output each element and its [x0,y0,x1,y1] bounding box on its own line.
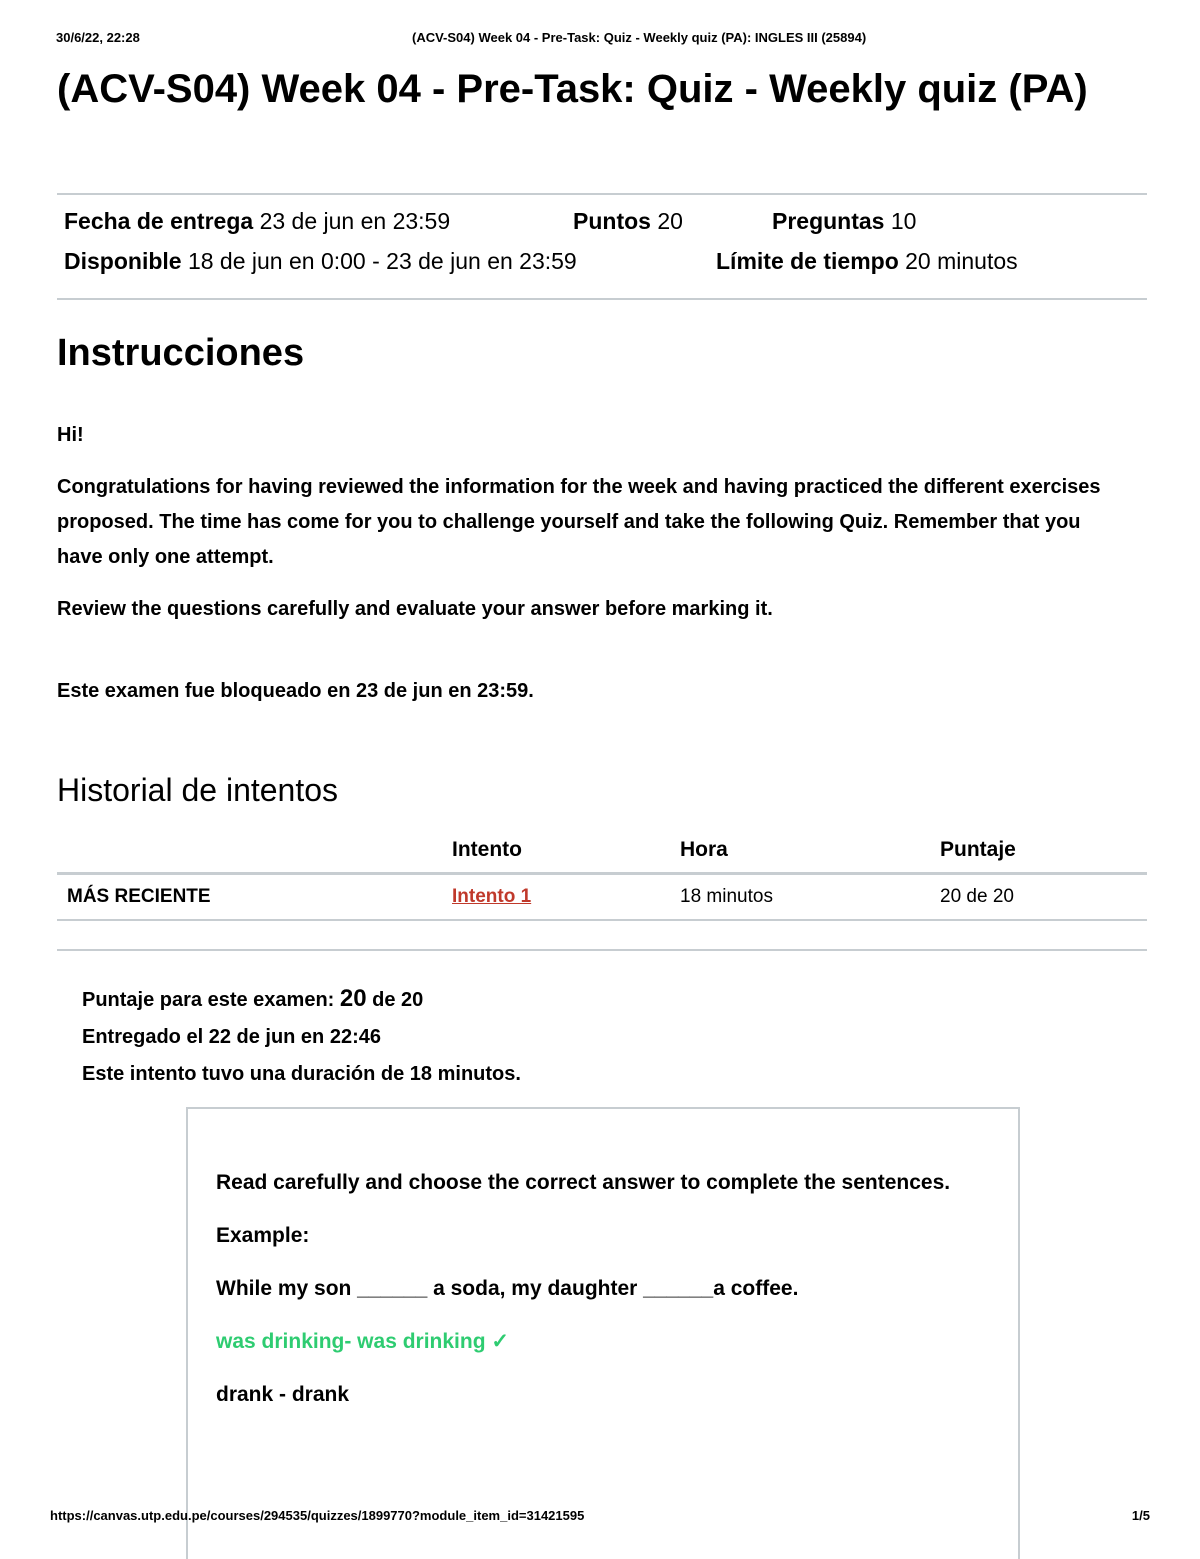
footer-url: https://canvas.utp.edu.pe/courses/294535/quizzes/1899770?module_item_id=31421595 [50,1508,585,1523]
example-sentence: While my son ______ a soda, my daughter ______a coffee. [216,1277,799,1300]
question-prompt: Read carefully and choose the correct answer to complete the sentences. [216,1171,951,1194]
attempt-score: 20 de 20 [930,874,1147,921]
greeting-text: Hi! [57,424,84,446]
available [64,248,577,275]
attempt-label: MÁS RECIENTE [57,874,442,921]
attempt-time: 18 minutos [670,874,930,921]
correct-option-text: was drinking- was drinking [216,1330,486,1353]
column-header-score: Puntaje [930,828,1147,874]
instructions-text: Congratulations for having reviewed the information for the week and having practiced the different exercises proposed. The time has come for you to challenge yourself and take the following Quiz. Remember that you have only [57,476,1101,568]
time-limit-label: Límite de tiempo [716,248,899,274]
score-suffix: de 20 [366,989,424,1011]
attempts-header-row [57,828,1147,874]
column-header-attempt: Intento [442,828,670,874]
locked-text: Este examen fue bloqueado en 23 de jun en 23:59. [57,680,534,702]
print-doc-title: (ACV-S04) Week 04 - Pre-Task: Quiz - Weekly quiz (PA): INGLES III (25894) [412,30,867,45]
points-value: 20 [657,208,683,234]
attempts-table [57,828,1147,921]
question-card [186,1107,1020,1559]
divider [57,298,1147,300]
attempt-summary [82,980,521,1093]
divider [57,949,1147,951]
instructions-title: Instrucciones [57,332,305,374]
duration-line: Este intento tuvo una duración de 18 minutos. [82,1063,521,1085]
questions-label: Preguntas [772,208,885,234]
instructions-end: . [268,546,274,568]
example-label: Example: [216,1224,310,1247]
due-label: Fecha de entrega [64,208,254,234]
points-label: Puntos [573,208,651,234]
due-date [64,208,450,235]
column-header-time: Hora [670,828,930,874]
points [573,208,683,235]
divider [57,193,1147,195]
table-row [57,874,1147,921]
print-footer [50,1508,1150,1523]
page-number: 1/5 [1131,1508,1150,1523]
score-prefix: Puntaje para este examen: [82,989,340,1011]
submitted-line: Entregado el 22 de jun en 22:46 [82,1026,381,1048]
time-limit-value: 20 minutos [905,248,1018,274]
answer-option[interactable]: drank - drank [216,1383,350,1406]
available-label: Disponible [64,248,182,274]
answer-option-correct[interactable] [216,1324,976,1359]
attempt-link-cell [442,874,670,921]
history-title: Historial de intentos [57,772,339,808]
quiz-content [57,60,1147,118]
quiz-meta [64,208,1147,288]
checkmark-icon: ✓ [491,1330,509,1353]
attempt-link[interactable]: Intento 1 [452,886,532,907]
review-text: Review the questions carefully and evaluate your answer before marking it. [57,598,773,620]
question-body [216,1165,976,1412]
questions-value: 10 [890,208,917,234]
available-value: 18 de jun en 0:00 - 23 de jun en 23:59 [187,248,577,274]
due-value: 23 de jun en 23:59 [259,208,451,234]
questions [772,208,916,235]
print-date: 30/6/22, 22:28 [56,30,140,45]
instructions-bold: one attempt [154,546,269,568]
instructions-paragraph [57,470,1117,575]
page-title: (ACV-S04) Week 04 - Pre-Task: Quiz - Weekly quiz (PA) [57,67,1088,111]
score-value: 20 [339,985,367,1012]
column-header-empty [57,828,442,874]
score-line [82,980,521,1019]
time-limit [716,248,1018,275]
print-header [56,30,1150,50]
